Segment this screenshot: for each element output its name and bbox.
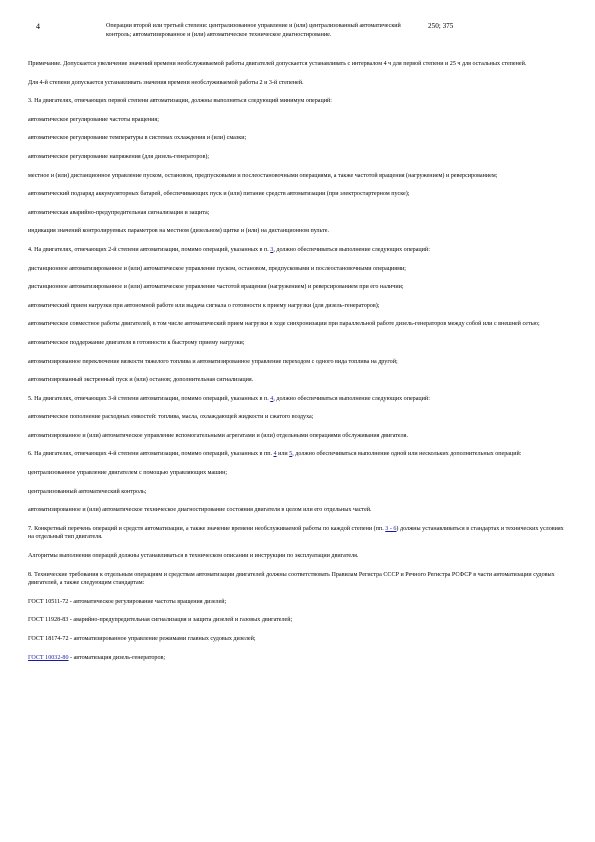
document-body [28,57,567,662]
list-item: автоматическое совместное работы двигателей, в том числе автоматический прием нагрузки в ходе синхронизации при параллельной работе дизель-генераторов между собой или с внешней сетью; [28,321,540,328]
list-item: автоматизированное и (или) автоматическое управление вспомогательными агрегатами и (или) отдельными операциями обслуживания двигателя. [28,432,408,439]
list-item: централизованное управление двигателем с помощью управляющих машин; [28,470,228,477]
section-5-intro: 5. На двигателях, отвечающих 3-й степени автоматизации, помимо операций, указанных в п. 4, должно обеспечиваться выполнение следующих операций: [28,395,430,402]
header-page-refs: 250; 375 [428,22,454,30]
standard-reference: ГОСТ 10511-72 - автоматическое регулирование частоты вращения дизелей; [28,598,227,605]
list-item: автоматическое пополнение расходных емкостей: топлива, масла, охлаждающей жидкости и сжатого воздуха; [28,414,314,421]
list-item: автоматическое регулирование частоты вращения; [28,116,159,123]
paragraph: Для 4-й степени допускается устанавливать значения времени необслуживаемой работы 2 и 3-й степеней. [28,79,304,86]
header-table-text: Операции второй или третьей степени: централизованное управление и (или) централизованный автоматический контроль; автоматизированное и (или) автоматическое техническое диагностирование. [106,23,401,38]
list-item: автоматическое регулирование напряжения (для дизель-генераторов); [28,153,210,160]
section-7-intro: 7. Конкретный перечень операций и средств автоматизации, а также значение времени необслуживаемой работы по каждой степени (пп. 3 - 6) должны устанавливаться в стандартах и технических условиях на отдельный тип двигателя. [28,525,564,541]
cross-reference-link[interactable]: 3 - 6 [385,525,397,532]
list-item: дистанционное автоматизированное и (или) автоматическое управление частотой вращения (нагружением) и реверсированием при его наличии; [28,284,404,291]
list-item: автоматизированное и (или) автоматическое техническое диагностирование состояния двигателя в целом или его отдельных частей. [28,507,372,514]
list-item: автоматическая аварийно-предупредительная сигнализация и защита; [28,209,210,216]
section-4-intro: 4. На двигателях, отвечающих 2-й степени автоматизации, помимо операций, указанных в п. 3, должно обеспечиваться выполнение следующих операций: [28,246,430,253]
standard-link[interactable]: ГОСТ 10032-80 [28,654,69,661]
page-number: 4 [36,22,40,31]
list-item: автоматическое поддержание двигателя в готовности к быстрому приему нагрузки; [28,339,245,346]
paragraph-note: Примечание. Допускается увеличение значений времени необслуживаемой работы двигателей допускается устанавливать с интервалом 4 ч для первой степени и 25 ч для остальных степеней. [28,61,527,67]
section-8-intro: 8. Технические требования к отдельным операциям и средствам автоматизации двигателей должны соответствовать Правилам Регистра СССР и Речного Регистра РСФСР в части автоматизации судовых двигателей, а также следующим стандартам: [28,571,555,587]
list-item: дистанционное автоматизированное и (или) автоматическое управление пуском, остановом, предпусковыми и послеостановочными операциями; [28,265,406,272]
page-header [28,22,567,56]
list-item: автоматизированный экстренный пуск и (или) останов; дополнительная сигнализация. [28,377,254,384]
paragraph: Алгоритмы выполнения операций должны устанавливаться в техническом описании и инструкции по эксплуатации двигателя. [28,553,359,560]
cross-reference-link[interactable]: 5 [289,451,293,458]
list-item: автоматический подзаряд аккумуляторных батарей, обеспечивающих пуск и (или) питание средств автоматизации (при электростартерном пуске); [28,191,410,198]
list-item: местное и (или) дистанционное управление пуском, остановом, предпусковыми и послеостановочными операциями, а также частотой вращения (нагружением) и реверсированием; [28,172,498,179]
list-item: автоматическое регулирование температуры в системах охлаждения и (или) смазки; [28,135,247,142]
section-3-intro: 3. На двигателях, отвечающих первой степени автоматизации, должны выполняться следующий минимум операций: [28,98,332,105]
list-item: индикация значений контролируемых параметров на местном (дизельном) щитке и (или) на дистанционном пульте. [28,228,330,235]
list-item: автоматизированное переключение вязкости тяжелого топлива и автоматизированное управление переходом с одного вида топлива на другой; [28,358,398,365]
standard-reference: ГОСТ 10032-80 - автоматизация дизель-генераторов; [28,654,166,661]
list-item: автоматический прием нагрузки при автономной работе или выдача сигнала о готовности к приему нагрузки (для дизель-генераторов); [28,302,380,309]
standard-reference: ГОСТ 18174-72 - автоматизированное управление режимами главных судовых дизелей; [28,636,256,642]
cross-reference-link[interactable]: 3 [270,246,274,253]
section-6-intro: 6. На двигателях, отвечающих 4-й степени автоматизации, помимо операций, указанных в пп. 4 или 5, должно обеспечиваться выполнение одной или нескольких дополнительных операций: [28,451,522,458]
cross-reference-link[interactable]: 4 [270,395,274,402]
list-item: централизованный автоматический контроль; [28,488,147,495]
cross-reference-link[interactable]: 4 [273,451,277,458]
standard-reference: ГОСТ 11928-83 - аварийно-предупредительная сигнализация и защита дизелей и газовых двигателей; [28,617,293,624]
